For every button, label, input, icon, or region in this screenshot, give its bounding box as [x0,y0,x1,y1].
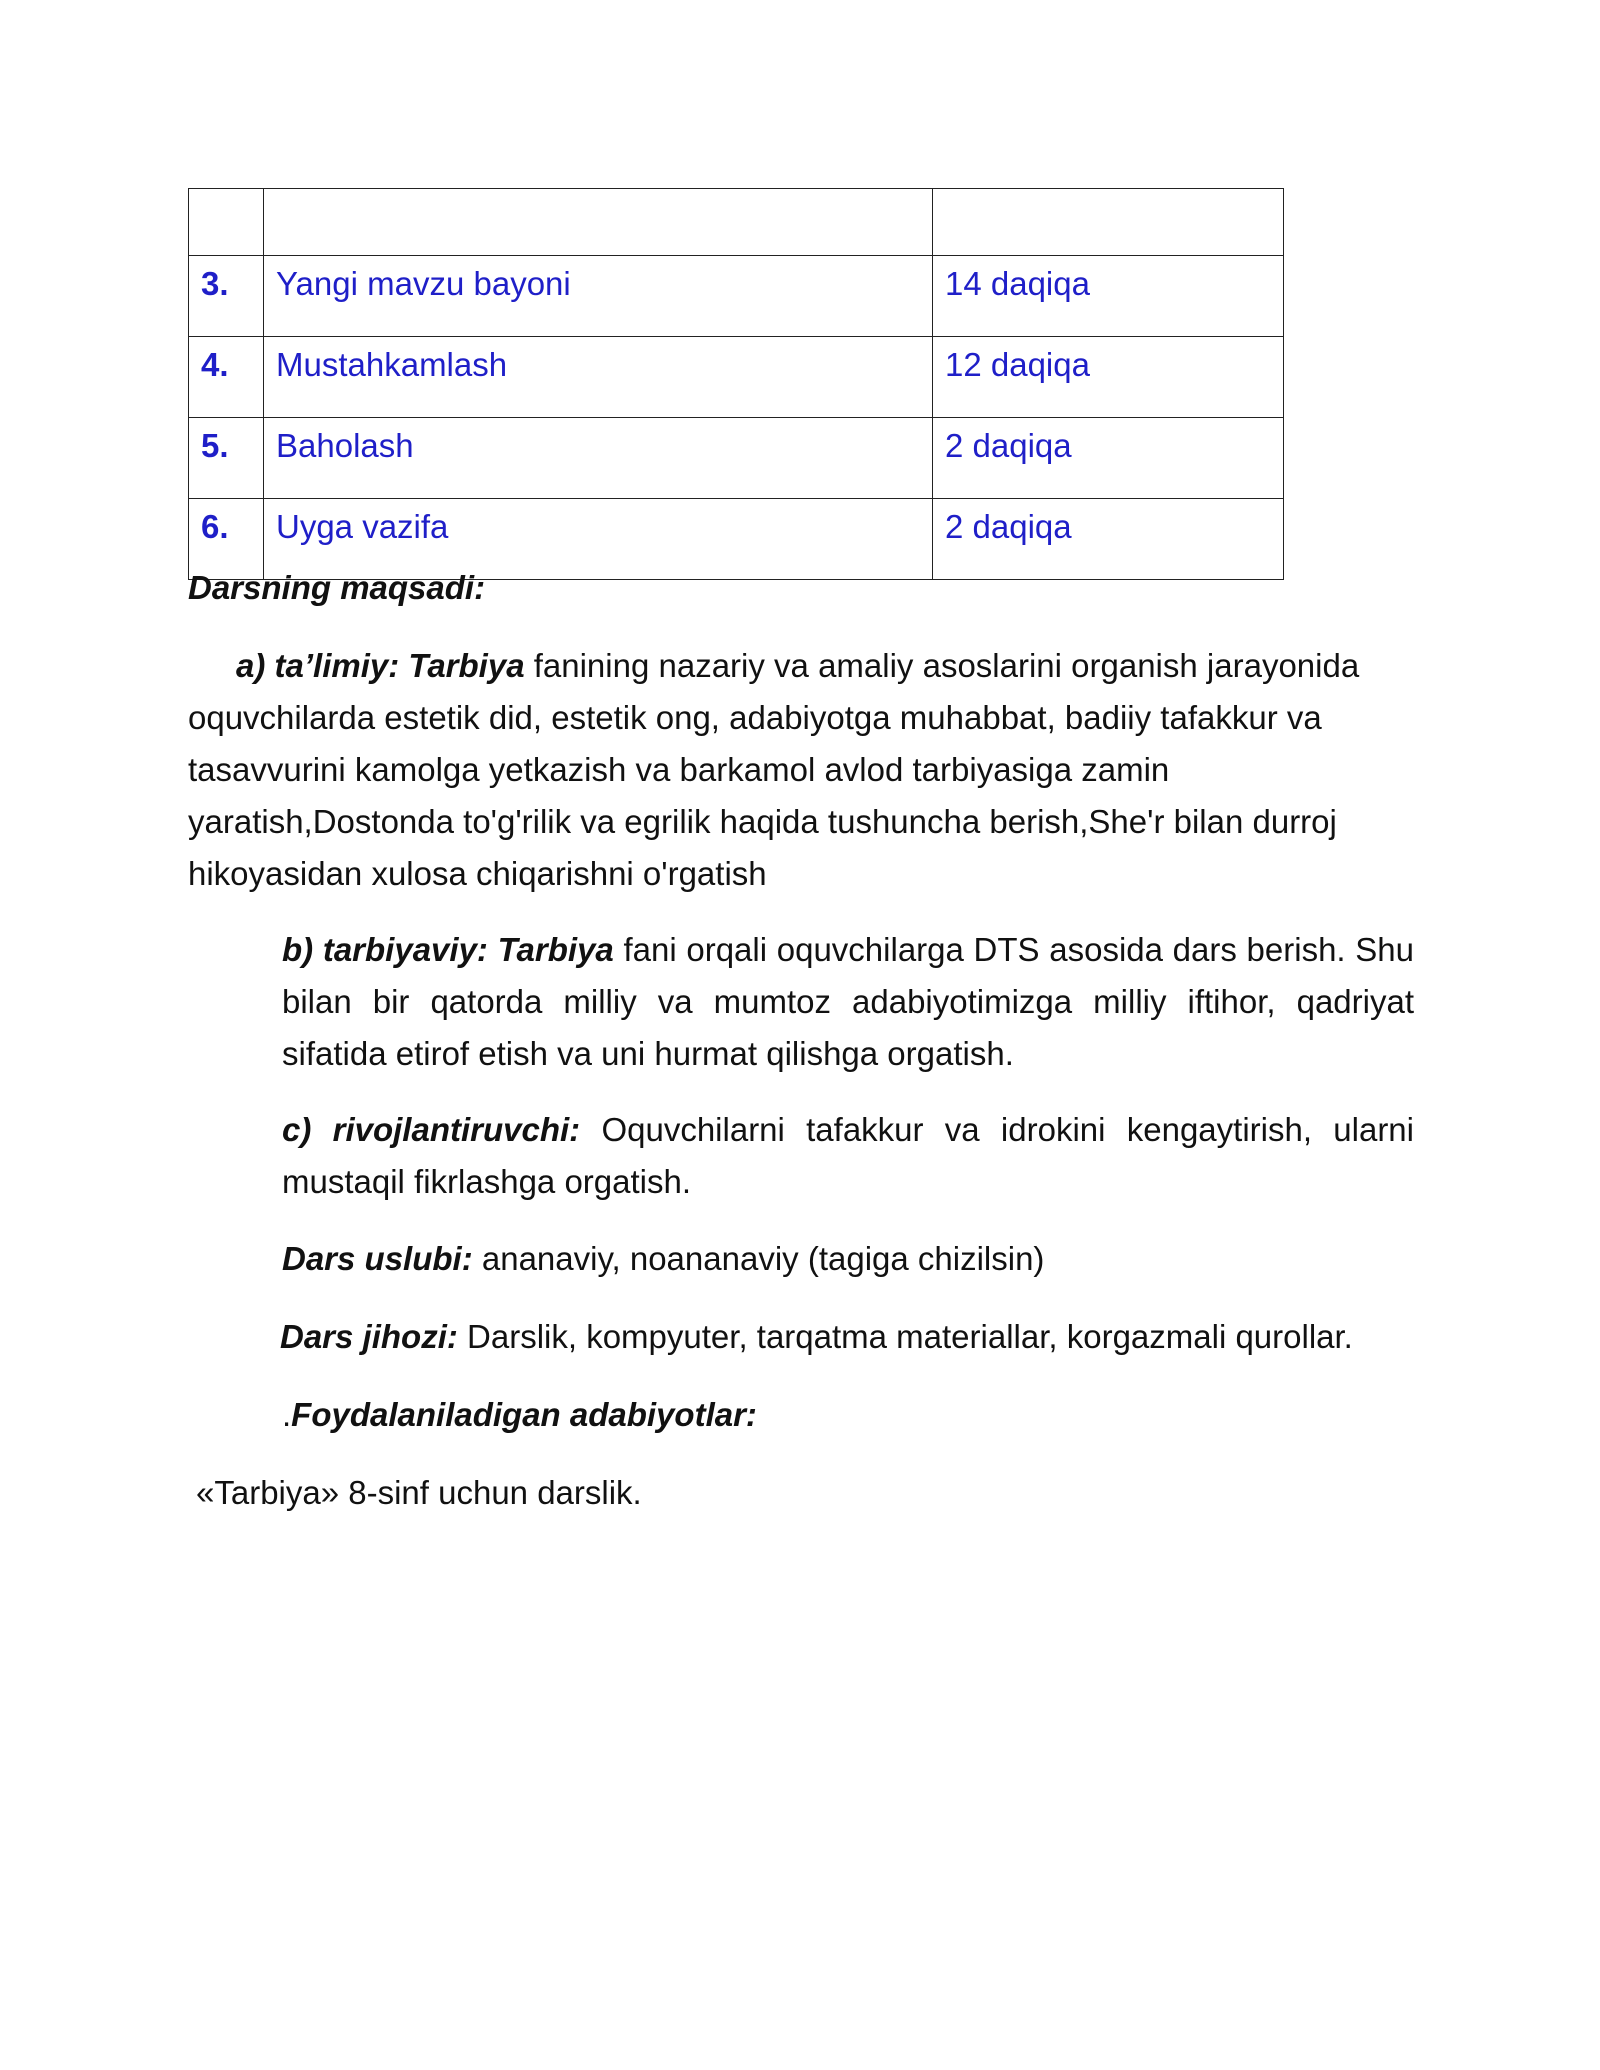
goal-upbringing-paragraph [282,924,1414,1080]
step-number: 4. [189,337,264,418]
lesson-method-label: Dars uslubi: [282,1240,473,1277]
lesson-equipment-label: Dars jihozi: [280,1318,458,1355]
table-row [189,337,1284,418]
step-duration: 12 daqiqa [933,337,1284,418]
goal-developmental-paragraph [282,1104,1414,1208]
table-row [189,418,1284,499]
goal-upbringing-label: b) tarbiyaviy: [282,931,488,968]
step-name: Yangi mavzu bayoni [264,256,933,337]
literature-label: Foydalaniladigan adabiyotlar: [291,1396,757,1433]
lesson-method-text: ananaviy, noananaviy (tagiga chizilsin) [472,1240,1045,1277]
goal-educational-paragraph [188,640,1418,900]
step-number: 3. [189,256,264,337]
table-row [189,189,1284,256]
lesson-plan-table [188,188,1284,580]
goal-developmental-label: c) rivojlantiruvchi: [282,1111,581,1148]
lesson-method-paragraph [282,1233,1414,1285]
goal-developmental-text: Oquvchilarni tafakkur va idrokini kengaytirish, ularni mustaqil fikrlashga orgatish. [282,1111,1414,1200]
step-duration: 14 daqiqa [933,256,1284,337]
step-duration: 2 daqiqa [933,418,1284,499]
goal-upbringing-subject: Tarbiya [497,931,614,968]
step-number: 5. [189,418,264,499]
table-cell-empty [933,189,1284,256]
lesson-equipment-paragraph [280,1311,1412,1363]
step-name: Uyga vazifa [264,499,933,580]
table-cell-empty [189,189,264,256]
goal-educational-subject: Tarbiya [408,647,525,684]
goal-upbringing-text: fani orqali oquvchilarga DTS asosida dars berish. Shu bilan bir qatorda milliy va mumtoz adabiyotimizga milliy iftihor, qadriyat sifatida etirof etish va uni hurmat qilishga orgatish. [282,931,1414,1072]
literature-heading [282,1389,1414,1441]
step-name: Mustahkamlash [264,337,933,418]
goals-heading: Darsning maqsadi: [188,569,486,606]
literature-item: «Tarbiya» 8-sinf uchun darslik. [196,1474,642,1511]
table-cell-empty [264,189,933,256]
step-duration: 2 daqiqa [933,499,1284,580]
step-number: 6. [189,499,264,580]
literature-prefix: . [282,1396,292,1433]
goal-educational-label: a) ta’limiy: [236,647,400,684]
step-name: Baholash [264,418,933,499]
lesson-equipment-text: Darslik, kompyuter, tarqatma materiallar, korgazmali qurollar. [457,1318,1353,1355]
table-row [189,256,1284,337]
goal-educational-text: fanining nazariy va amaliy asoslarini organish jarayonida oquvchilarda estetik did, estetik ong, adabiyotga muhabbat, badiiy tafakkur va tasavvurini kamolga yetkazish va barkamol avlod tarbiyasiga zamin yaratish,Dostonda to'g'rilik va egrilik haqida tushuncha berish,She'r bilan durroj hikoyasidan xulosa chiqarishni o'rgatish [188,647,1360,892]
